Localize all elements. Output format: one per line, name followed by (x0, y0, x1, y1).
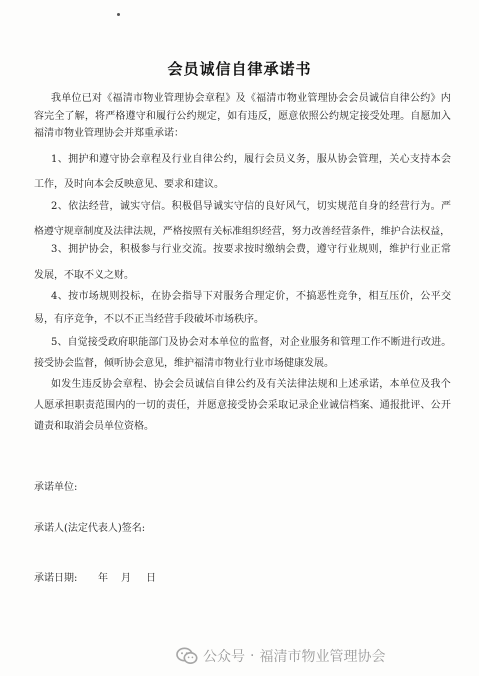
body-line: 3、拥护协会，积极参与行业交流。按要求按时缴纳会费，遵守行业规则，维护行业正常 (51, 244, 452, 255)
commitment-unit-label: 承诺单位: (34, 482, 78, 493)
body-line: 格遵守规章制度及法律法规，严格按照有关标准组织经营，努力改善经营条件，维护合法权益， (34, 226, 451, 237)
commitment-date-label: 承诺日期: (34, 573, 78, 584)
body-line: 2、依法经营，诚实守信。积极倡导诚实守信的良好风气，切实规范自身的经营行为。严 (51, 201, 452, 212)
body-line: 4、按市场规则投标，在协会指导下对服务合理定价，不搞恶性竞争，相互压价，公平交 (51, 291, 452, 302)
body-line: 容完全了解，将严格遵守和履行公约规定，如有违反，愿意依照公约规定接受处理。自愿加入 (34, 111, 451, 122)
body-line: 人愿承担职责范围内的一切的责任，并愿意接受协会采取记录企业诚信档案、通报批评、公开 (34, 400, 451, 411)
watermark-platform: 公众号 (203, 649, 245, 665)
body-line: 5、自觉接受政府职能部门及协会对本单位的监督，对企业服务和管理工作不断进行改进。 (51, 337, 452, 348)
body-line: 我单位已对《福清市物业管理协会章程》及《福清市物业管理协会会员诚信自律公约》内 (51, 93, 451, 104)
body-line: 谴责和取消会员单位资格。 (34, 421, 154, 432)
date-year-label: 年 (98, 573, 108, 584)
representative-signature-label: 承诺人(法定代表人)签名: (34, 523, 146, 534)
document-title: 会员诚信自律承诺书 (167, 60, 312, 78)
watermark-separator: · (250, 648, 255, 664)
date-day-label: 日 (146, 573, 156, 584)
body-line: 1、拥护和遵守协会章程及行业自律公约，履行会员义务，服从协会管理，关心支持本会 (51, 154, 452, 165)
body-line: 福清市物业管理协会并郑重承诺： (34, 128, 184, 139)
body-line: 工作，及时向本会反映意见、要求和建议。 (34, 179, 224, 190)
body-line: 易，有序竞争，不以不正当经营手段破坏市场秩序。 (34, 314, 264, 325)
wechat-watermark (176, 645, 385, 667)
watermark-account: 福清市物业管理协会 (259, 649, 386, 665)
body-line: 接受协会监督，倾听协会意见，维护福清市物业行业市场健康发展。 (34, 358, 334, 369)
wechat-icon (176, 647, 198, 665)
body-line: 如发生违反协会章程、协会会员诚信自律公约及有关法律法规和上述承诺，本单位及我个 (51, 379, 451, 390)
date-month-label: 月 (121, 573, 131, 584)
scan-speck (117, 13, 120, 16)
body-line: 发展，不取不义之财。 (34, 270, 134, 281)
